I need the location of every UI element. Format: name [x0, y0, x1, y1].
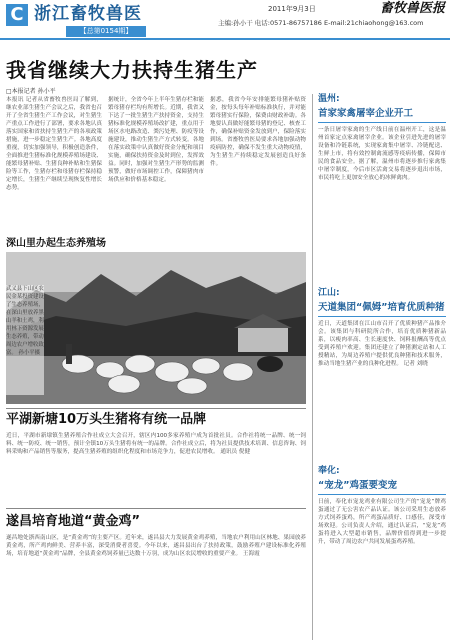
contact-line: 主编:孙小干 电话:0571-86757186 E-mail:21chiaohong@163.com: [218, 19, 424, 27]
article3-headline: 遂昌培育地道“黄金鸡”: [6, 514, 141, 529]
section-divider: [6, 408, 306, 409]
jiangshan-headline: 天道集团“佩姆”培育优质种猪: [318, 302, 445, 313]
goat-farm-photo: [6, 252, 306, 404]
lead-column-3: 据悉，我省今年安排能繁母猪补贴资金，按每头每年补贴标准执行，并对能繁母猪实行保险，保费由财政补助。各地要认真做好能繁母猪的登记、核查工作，确保补贴资金发放到户，保险落实到场。省畜牧兽医局要求各地加强动物疫病防控，确保不发生重大动物疫情，为生猪生产持续稳定发展创造良好条件。: [210, 97, 306, 167]
section-divider: [6, 508, 306, 509]
jiangshan-body: 近日，天道集团在江山市召开了优质种猪产品推介会。该集团与科研院所合作，培育优质种猪新品系，以瘦肉率高、生长速度快、饲料报酬高等优点受到养殖户欢迎。集团还建立了种猪测定站和人工授精站，为周边养殖户提供优良种猪和技术服务，推动当地生猪产业的良种化进程。 记者 刘晓: [318, 321, 446, 367]
article2-headline: 平湖新塘10万头生猪将有统一品牌: [6, 412, 207, 427]
brief-rule: [318, 494, 446, 495]
photo-side-caption: 武义县下山区农民金某投资建设了生态养殖场，在深山里放养黑山羊和土鸡，利用林下资源发展生态养殖，带动周边农户增收致富。 孙小平摄: [6, 285, 44, 395]
brief-rule: [318, 316, 446, 317]
lead-headline: 我省继续大力扶持生猪生产: [6, 58, 258, 82]
edition-number: 【总第0154期】: [66, 26, 146, 37]
photo-headline: 深山里办起生态养殖场: [6, 238, 106, 249]
lead-column-1: 本报讯 记者从省畜牧兽医局了解到，继农业部生猪生产会议之后，我省也召开了全省生猪生产工作会议，对生猪生产重点工作进行了部署，要求各地认真落实国家和省扶持生猪生产的各项政策措施，进一步稳定生猪生产。各地高度重视，切实加强领导，积极创造条件，全面推进生猪标准化规模养殖场建设、能繁母猪补贴、生猪良种补贴和生猪保险等工作，生猪存栏和母猪存栏保持稳定增长，生猪生产继续呈现恢复性增长态势。: [6, 97, 102, 191]
lead-column-2: 据统计，全省今年上半年生猪存栏和能繁母猪存栏均有所增长。近期，我省又下达了一批生猪生产扶持资金，支持生猪标准化规模养殖场改扩建，重点用于场区水电路改造、粪污处理、防疫等设施建设，推动生猪生产方式转变。各地在落实政策中认真做好资金分配和项目实施，确保扶持资金及时到位，发挥效益。同时，加强对生猪生产形势的监测预警，做好市场调控工作，保障猪肉市场供应和价格基本稳定。: [108, 97, 204, 183]
lead-byline: □本报记者 孙小平: [6, 88, 56, 95]
section-title: 浙江畜牧兽医: [34, 4, 142, 24]
fenghua-label: 奉化:: [318, 466, 340, 476]
fenghua-body: 日前，奉化市宠龙鸡业有限公司生产的“宠龙”牌鸡蛋通过了无公害农产品认证。该公司采用生态放养方式饲养蛋鸡，所产鸡蛋品质好、口感佳，深受市场欢迎。公司负责人介绍，通过认证后，“宠龙”鸡蛋将进入大型超市销售，品牌价值得到进一步提升，带动了周边农户共同发展蛋鸡养殖。: [318, 499, 446, 545]
section-logo: C: [6, 4, 28, 26]
wenzhou-body: 一条日屠宰家禽的生产线日前在温州开工，这是温州首家定点家禽屠宰企业。该企业引进先进的屠宰设备和冷链系统，实现家禽集中屠宰、冷链配送、生鲜上市，将有效控制禽流感等疫病传播，保障市民的食品安全。据了解，温州市将逐步推行家禽集中屠宰制度，今后市区活禽交易将逐步退出市场，市民将吃上更加安全放心的冰鲜禽肉。: [318, 127, 446, 181]
brief-rule: [318, 122, 446, 123]
wenzhou-label: 温州:: [318, 94, 340, 104]
article2-body: 近日，平湖市新埭镇生猪养殖合作社成立大会召开，辖区内100多家养殖户成为首批社员。合作社将统一品牌、统一饲料、统一防疫、统一销售，预计全镇10万头生猪将有统一的品牌。合作社成立后，将为社员提供技术培训、信息咨询、饲料采购和产品销售等服务，提高生猪养殖的组织化程度和市场竞争力，促进农民增收。 通讯员 倪健: [6, 433, 306, 455]
wenzhou-headline: 首家家禽屠宰企业开工: [318, 108, 414, 119]
article3-body: 遂昌地处浙西南山区，是“黄金鸡”的主要产区。近年来，遂昌县大力发展黄金鸡养殖，当地农户利用山区林地、果园放养黄金鸡，所产鸡肉鲜美、营养丰富，深受消费者喜爱。今年以来，遂昌县出台了扶持政策，鼓励养殖户建设标准化养殖场，培育地道“黄金鸡”品牌，全县黄金鸡饲养量已达数十万羽，成为山区农民增收的重要产业。 王海霞: [6, 535, 306, 557]
jiangshan-label: 江山:: [318, 288, 340, 298]
column-rule: [312, 94, 313, 640]
masthead-rule: [0, 38, 450, 40]
issue-date: 2011年9月3日: [268, 5, 316, 13]
masthead: [0, 0, 450, 40]
fenghua-headline: “宠龙”鸡蛋要变宠: [318, 480, 397, 491]
paper-name: 畜牧兽医报: [380, 1, 446, 16]
